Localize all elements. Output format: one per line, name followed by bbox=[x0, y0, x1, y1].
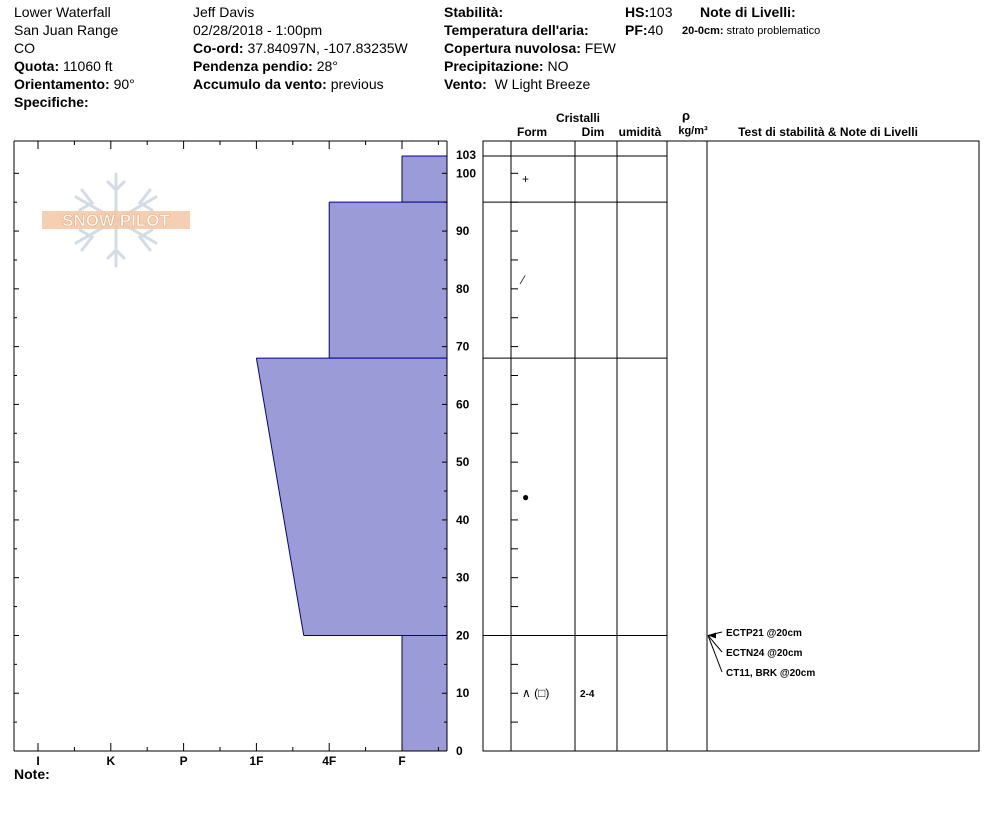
col-dim-header: Dim bbox=[581, 125, 605, 139]
stability-test-0: ECTP21 @20cm bbox=[726, 628, 802, 639]
snow-pilot-logo bbox=[38, 170, 194, 270]
hardness-profile bbox=[256, 156, 447, 751]
wind-load-value: previous bbox=[330, 76, 384, 92]
y-label-40: 40 bbox=[456, 512, 470, 527]
y-label-0: 0 bbox=[456, 744, 463, 758]
hs-value: 103 bbox=[649, 4, 673, 20]
col-tests-header: Test di stabilità & Note di Livelli bbox=[738, 125, 918, 139]
col-moisture-header: umidità bbox=[618, 125, 662, 139]
y-label-70: 70 bbox=[456, 339, 470, 354]
cloud-value: FEW bbox=[584, 40, 616, 56]
layer-table-grid bbox=[483, 141, 979, 751]
layer-notes-label: Note di Livelli: bbox=[700, 4, 796, 20]
coord-label: Co-ord: bbox=[193, 40, 244, 56]
slope-value: 28° bbox=[316, 58, 338, 74]
pf-label: PF: bbox=[625, 22, 648, 38]
datetime: 02/28/2018 - 1:00pm bbox=[193, 22, 323, 38]
air-temp-label: Temperatura dell'aria: bbox=[444, 22, 589, 38]
y-label-30: 30 bbox=[456, 570, 470, 585]
hardness-label-F: F bbox=[398, 754, 406, 768]
grain-form-2: ● bbox=[522, 489, 530, 504]
y-label-10: 10 bbox=[456, 686, 470, 701]
notes-label-text: Note: bbox=[14, 766, 50, 782]
wind-value: W Light Breeze bbox=[494, 76, 591, 92]
state: CO bbox=[14, 40, 35, 56]
location: Lower Waterfall bbox=[14, 4, 111, 20]
grain-size-3: 2-4 bbox=[580, 689, 595, 701]
y-label-80: 80 bbox=[456, 281, 470, 296]
hardness-layer-3 bbox=[402, 635, 447, 751]
y-label-90: 90 bbox=[456, 224, 470, 239]
wind-label: Vento: bbox=[444, 76, 487, 92]
cloud-label: Copertura nuvolosa: bbox=[444, 40, 581, 56]
specifics-label: Specifiche: bbox=[14, 94, 89, 110]
precip-label: Precipitazione: bbox=[444, 58, 544, 74]
stability-test-1: ECTN24 @20cm bbox=[726, 648, 803, 659]
precip-value: NO bbox=[547, 58, 569, 74]
col-form-header: Form bbox=[517, 125, 547, 139]
col-crystals-header: Cristalli bbox=[555, 111, 601, 125]
col-rho-header: ρ bbox=[681, 108, 691, 123]
stability-label: Stabilità: bbox=[444, 4, 504, 20]
wind-load-label: Accumulo da vento: bbox=[193, 76, 327, 92]
layer-table-frame bbox=[483, 141, 979, 751]
hardness-layer-0 bbox=[402, 156, 447, 202]
grain-form-1: ⁄ bbox=[522, 273, 525, 288]
col-density-header: kg/m³ bbox=[678, 125, 708, 137]
slope-label: Pendenza pendio: bbox=[193, 58, 313, 74]
hardness-label-I: I bbox=[36, 754, 40, 768]
grain-form-0: + bbox=[522, 172, 530, 187]
y-label-60: 60 bbox=[456, 397, 470, 412]
elevation-value: 11060 ft bbox=[63, 58, 113, 74]
hardness-label-4F: 4F bbox=[322, 754, 337, 768]
stability-test-2: CT11, BRK @20cm bbox=[726, 668, 816, 679]
mountain-range: San Juan Range bbox=[14, 22, 119, 38]
observer: Jeff Davis bbox=[193, 4, 255, 20]
aspect-value: 90° bbox=[113, 76, 135, 92]
pf-value: 40 bbox=[647, 22, 664, 38]
hs-label: HS: bbox=[625, 4, 650, 20]
y-label-100: 100 bbox=[456, 166, 477, 181]
y-label-hs: 103 bbox=[456, 147, 477, 162]
hardness-layer-2 bbox=[256, 358, 447, 635]
logo-text: SNOW PILOT bbox=[62, 211, 170, 230]
test-arrow-line-2 bbox=[708, 635, 722, 672]
hardness-layer-1 bbox=[329, 202, 447, 358]
hardness-label-K: K bbox=[106, 754, 116, 768]
hardness-label-P: P bbox=[179, 754, 188, 768]
coord-value: 37.84097N, -107.83235W bbox=[247, 40, 408, 56]
y-label-50: 50 bbox=[456, 455, 470, 470]
layer-note-depth: 20-0cm: bbox=[682, 25, 724, 37]
hardness-label-1F: 1F bbox=[249, 754, 264, 768]
elevation-label: Quota: bbox=[14, 58, 60, 74]
layer-note-text: strato problematico bbox=[726, 25, 821, 37]
aspect-label: Orientamento: bbox=[14, 76, 110, 92]
y-label-20: 20 bbox=[456, 628, 470, 643]
grain-form-3: ∧ (□) bbox=[522, 686, 550, 701]
